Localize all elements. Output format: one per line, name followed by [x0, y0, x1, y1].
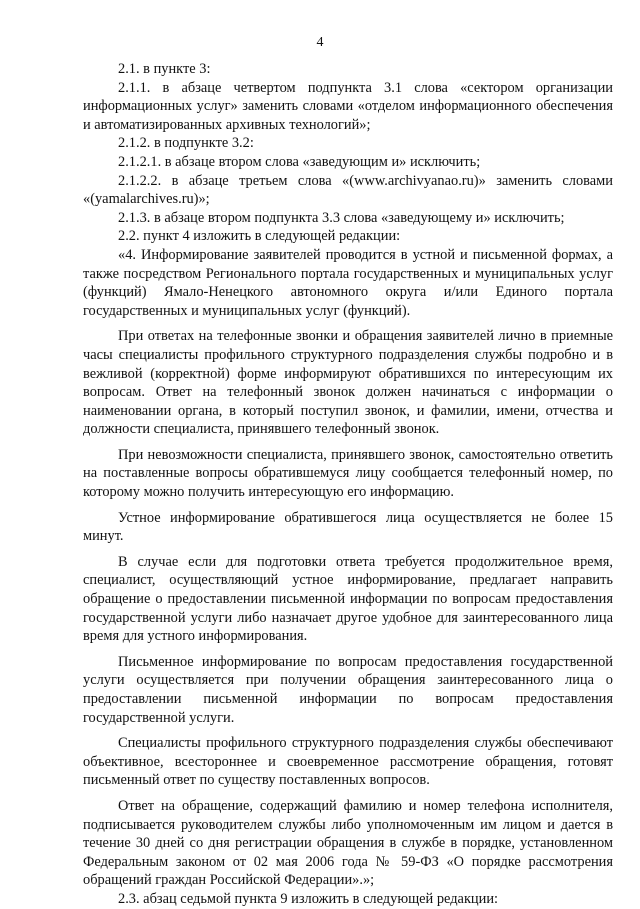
document-body	[83, 60, 613, 909]
paragraph: При невозможности специалиста, принявшего звонок, самостоятельно ответить на поставленные вопросы обратившемуся лицу сообщается телефонный номер, по которому можно получить интересующую его информацию.	[83, 446, 613, 501]
paragraph: Ответ на обращение, содержащий фамилию и номер телефона исполнителя, подписывается руководителем службы либо уполномоченным им лицом и дается в течение 30 дней со дня регистрации обращения в службе в порядке, установленном Федеральным законом от 02 мая 2006 года № 59-ФЗ «О порядке рассмотрения обращений граждан Российской Федерации».»;	[83, 797, 613, 889]
paragraph: 2.1. в пункте 3:	[118, 61, 211, 77]
paragraph: 2.3. абзац седьмой пункта 9 изложить в следующей редакции:	[118, 890, 499, 907]
paragraph: 2.1.1. в абзаце четвертом подпункта 3.1 слова «сектором организации информационных услуг» заменить словами «отделом информационного обеспечения и автоматизированных архивных технологий»;	[83, 79, 613, 133]
paragraph: 2.2. пункт 4 изложить в следующей редакции:	[118, 228, 401, 245]
paragraph: В случае если для подготовки ответа требуется продолжительное время, специалист, осуществляющий устное информирование, предлагает направить обращение о предоставлении письменной информации по вопросам предоставления государственной услуги либо назначает другое удобное для заинтересованного лица время для устного информирования.	[83, 553, 613, 645]
paragraph: 2.1.3. в абзаце втором подпункта 3.3 слова «заведующему и» исключить;	[118, 209, 565, 226]
paragraph: 2.1.2. в подпункте 3.2:	[118, 135, 254, 152]
paragraph: Специалисты профильного структурного подразделения службы обеспечивают объективное, всестороннее и своевременное рассмотрение обращения, готовят письменный ответ по существу поставленных вопросов.	[83, 735, 613, 789]
page-number: 4	[316, 35, 324, 50]
paragraph: Устное информирование обратившегося лица осуществляется не более 15 минут.	[83, 509, 613, 545]
paragraph: 2.1.2.2. в абзаце третьем слова «(www.archivyanao.ru)» заменить словами «(yamalarchives.ru)»;	[83, 172, 613, 208]
paragraph: Письменное информирование по вопросам предоставления государственной услуги осуществляется при получении обращения заинтересованного лица о предоставлении письменной информации по вопросам предоставления государственной услуги.	[83, 653, 613, 726]
paragraph: При ответах на телефонные звонки и обращения заявителей лично в приемные часы специалисты профильного структурного подразделения службы подробно и в вежливой (корректной) форме информируют обратившихся по интересующим их вопросам. Ответ на телефонный звонок должен начинаться с информации о наименовании органа, в который поступил звонок, и фамилии, имени, отчества и должности специалиста, принявшего телефонный звонок.	[83, 328, 613, 438]
paragraph: «4. Информирование заявителей проводится в устной и письменной формах, а также посредством Регионального портала государственных и муниципальных услуг (функций) Ямало-Ненецкого автономного округа и/или Единого портала государственных и муниципальных услуг (функций).	[83, 246, 613, 319]
paragraph: 2.1.2.1. в абзаце втором слова «заведующим и» исключить;	[118, 153, 481, 170]
